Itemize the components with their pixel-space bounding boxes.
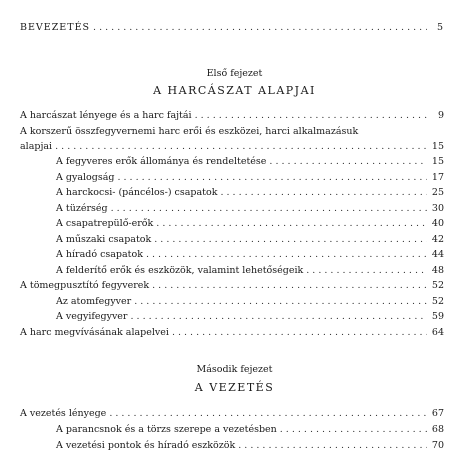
dot-leader: [93, 22, 427, 34]
toc-entry-page: 42: [431, 234, 444, 245]
toc-entry-page: 30: [431, 203, 444, 214]
toc-entry: [20, 408, 444, 420]
toc-entry: [56, 311, 444, 323]
toc-entry: [56, 234, 444, 246]
dot-leader: [109, 408, 427, 420]
toc-entry-page: 25: [431, 187, 444, 198]
toc-entry: [20, 110, 444, 122]
toc-entry-title: A műszaki csapatok: [56, 234, 152, 245]
toc-entry-page: 40: [431, 218, 444, 229]
chapter-title: A HARCÁSZAT ALAPJAI: [153, 84, 316, 97]
dot-leader: [146, 249, 427, 261]
toc-entry-title-line2: alapjai: [20, 141, 53, 152]
toc-entry: [56, 265, 444, 277]
toc-entry: [56, 296, 444, 308]
dot-leader: [195, 110, 427, 122]
toc-entry-page: 68: [431, 424, 444, 435]
dot-leader: [55, 141, 427, 153]
toc-entry: [56, 156, 444, 168]
toc-entry: [20, 280, 444, 292]
chapter-label: Első fejezet: [206, 68, 263, 79]
toc-entry-title: A harc megvívásának alapelvei: [20, 327, 169, 338]
dot-leader: [220, 187, 427, 199]
dot-leader: [134, 296, 427, 308]
toc-entry-page: 44: [431, 249, 444, 260]
toc-entry-title: A vezetés lényege: [20, 408, 107, 419]
dot-leader: [117, 172, 427, 184]
toc-entry-page: 48: [431, 265, 444, 276]
dot-leader: [156, 218, 427, 230]
toc-entry-title: A vezetési pontok és híradó eszközök: [56, 440, 236, 451]
chapter-title: A VEZETÉS: [194, 381, 275, 394]
toc-entry-page: 67: [431, 408, 444, 419]
toc-entry-page: 15: [431, 156, 444, 167]
toc-entry-title: A híradó csapatok: [56, 249, 143, 260]
toc-entry-title: A parancsnok és a törzs szerepe a vezetésben: [56, 424, 277, 435]
chapter-label: Második fejezet: [196, 364, 273, 375]
toc-entry-title: A gyalogság: [56, 172, 115, 183]
toc-entry-page: 70: [431, 440, 444, 451]
toc-entry-title: A tömegpusztító fegyverek: [20, 280, 150, 291]
toc-entry: [56, 249, 444, 261]
toc-entry: [56, 218, 444, 230]
toc-entry: [56, 172, 444, 184]
toc-entry-page: 64: [431, 327, 444, 338]
dot-leader: [172, 327, 427, 339]
toc-entry-title: A vegyifegyver: [56, 311, 128, 322]
dot-leader: [130, 311, 427, 323]
toc-entry-page: 59: [431, 311, 444, 322]
toc-entry-title: A csapatrepülő-erők: [56, 218, 154, 229]
toc-entry: [56, 203, 444, 215]
toc-entry-title: A harckocsi- (páncélos-) csapatok: [56, 187, 218, 198]
toc-entry: [20, 327, 444, 339]
dot-leader: [280, 424, 427, 436]
toc-entry-title: Az atomfegyver: [56, 296, 132, 307]
toc-entry-title: BEVEZETÉS: [20, 22, 91, 33]
toc-entry: [56, 440, 444, 452]
toc-entry-intro: [20, 22, 444, 34]
dot-leader: [238, 440, 427, 452]
toc-entry: [20, 141, 444, 153]
toc-entry-page: 52: [431, 280, 444, 291]
toc-entry-title-line1: A korszerű összfegyvernemi harc erői és eszközei, harci alkalmazásuk: [20, 126, 359, 137]
toc-entry-page: 5: [436, 22, 444, 33]
toc-entry: [56, 187, 444, 199]
dot-leader: [152, 280, 427, 292]
toc-entry: [56, 424, 444, 436]
toc-entry-page: 9: [437, 110, 444, 121]
dot-leader: [154, 234, 427, 246]
dot-leader: [269, 156, 427, 168]
dot-leader: [111, 203, 427, 215]
toc-entry-title: A harcászat lényege és a harc fajtái: [20, 110, 192, 121]
toc-entry-page: 52: [431, 296, 444, 307]
toc-entry-page: 15: [431, 141, 444, 152]
toc-entry-title: A fegyveres erők állománya és rendeltetése: [56, 156, 267, 167]
toc-entry-page: 17: [431, 172, 444, 183]
dot-leader: [306, 265, 427, 277]
toc-entry-title: A felderítő erők és eszközök, valamint lehetőségeik: [56, 265, 304, 276]
toc-entry-title: A tüzérség: [56, 203, 108, 214]
